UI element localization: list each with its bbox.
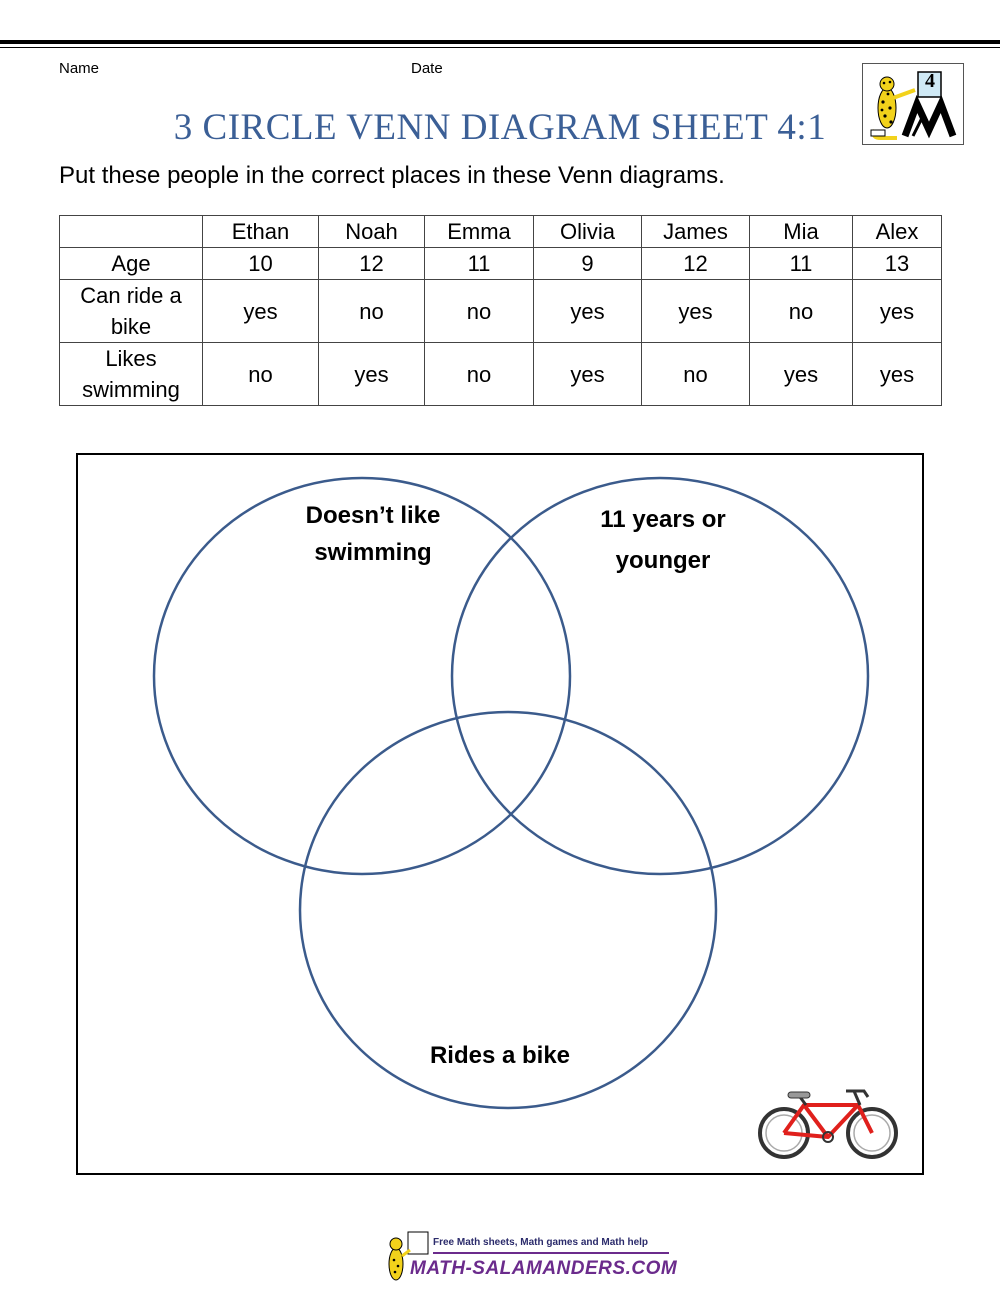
table-row-age bbox=[60, 248, 942, 280]
table-cell: 9 bbox=[534, 248, 642, 280]
table-cell: yes bbox=[319, 343, 425, 406]
footer-rule bbox=[433, 1252, 669, 1254]
grade-logo bbox=[862, 63, 964, 145]
table-cell: yes bbox=[534, 343, 642, 406]
row-label bbox=[60, 343, 203, 406]
table-header-cell: Noah bbox=[319, 216, 425, 248]
footer-logo bbox=[380, 1230, 680, 1286]
table-cell: yes bbox=[642, 280, 750, 343]
table-header-cell: Emma bbox=[425, 216, 534, 248]
date-label: Date bbox=[411, 60, 443, 77]
table-header-cell: James bbox=[642, 216, 750, 248]
top-rule bbox=[0, 40, 1000, 44]
table-header-cell: Ethan bbox=[203, 216, 319, 248]
table-cell: 10 bbox=[203, 248, 319, 280]
footer-site: MATH-SALAMANDERS.COM bbox=[410, 1258, 678, 1279]
table-cell: 11 bbox=[425, 248, 534, 280]
row-label-line: swimming bbox=[82, 377, 180, 402]
table-cell: no bbox=[319, 280, 425, 343]
label-line: Doesn’t like bbox=[305, 502, 441, 529]
salamander-logo-icon bbox=[863, 64, 963, 144]
table-cell: yes bbox=[853, 280, 942, 343]
row-label-line: Can ride a bbox=[80, 283, 182, 308]
table-cell: yes bbox=[203, 280, 319, 343]
table-header-cell: Alex bbox=[853, 216, 942, 248]
table-cell: no bbox=[203, 343, 319, 406]
label-line: 11 years or bbox=[600, 506, 726, 533]
venn-diagram-box bbox=[76, 453, 924, 1175]
table-header-cell: Mia bbox=[750, 216, 853, 248]
footer-tagline: Free Math sheets, Math games and Math help bbox=[433, 1237, 649, 1248]
table-header-empty bbox=[60, 216, 203, 248]
table-cell: yes bbox=[853, 343, 942, 406]
table-cell: no bbox=[425, 343, 534, 406]
table-cell: 12 bbox=[642, 248, 750, 280]
table-cell: no bbox=[642, 343, 750, 406]
table-header-row bbox=[60, 216, 942, 248]
label-doesnt-like-swimming bbox=[273, 497, 473, 571]
instructions: Put these people in the correct places in these Venn diagrams. bbox=[59, 162, 725, 189]
table-cell: no bbox=[750, 280, 853, 343]
table-cell: no bbox=[425, 280, 534, 343]
table-cell: 13 bbox=[853, 248, 942, 280]
people-table bbox=[59, 215, 942, 406]
label-11-years-or-younger bbox=[563, 499, 763, 581]
table-cell: yes bbox=[534, 280, 642, 343]
label-rides-a-bike: Rides a bike bbox=[429, 1042, 571, 1069]
table-row-bike bbox=[60, 280, 942, 343]
table-header-cell: Olivia bbox=[534, 216, 642, 248]
row-label: Age bbox=[60, 248, 203, 280]
name-label: Name bbox=[59, 60, 100, 77]
row-label-line: Likes bbox=[105, 346, 157, 371]
label-line: younger bbox=[615, 547, 711, 574]
table-row-swimming bbox=[60, 343, 942, 406]
grade-number: 4 bbox=[925, 70, 935, 92]
label-line: swimming bbox=[314, 539, 432, 566]
row-label bbox=[60, 280, 203, 343]
top-rule-thin bbox=[0, 47, 1000, 48]
bicycle-icon bbox=[756, 1087, 902, 1165]
table-cell: yes bbox=[750, 343, 853, 406]
page-title: 3 CIRCLE VENN DIAGRAM SHEET 4:1 bbox=[173, 107, 827, 148]
table-cell: 11 bbox=[750, 248, 853, 280]
table-cell: 12 bbox=[319, 248, 425, 280]
row-label-line: bike bbox=[110, 314, 152, 339]
